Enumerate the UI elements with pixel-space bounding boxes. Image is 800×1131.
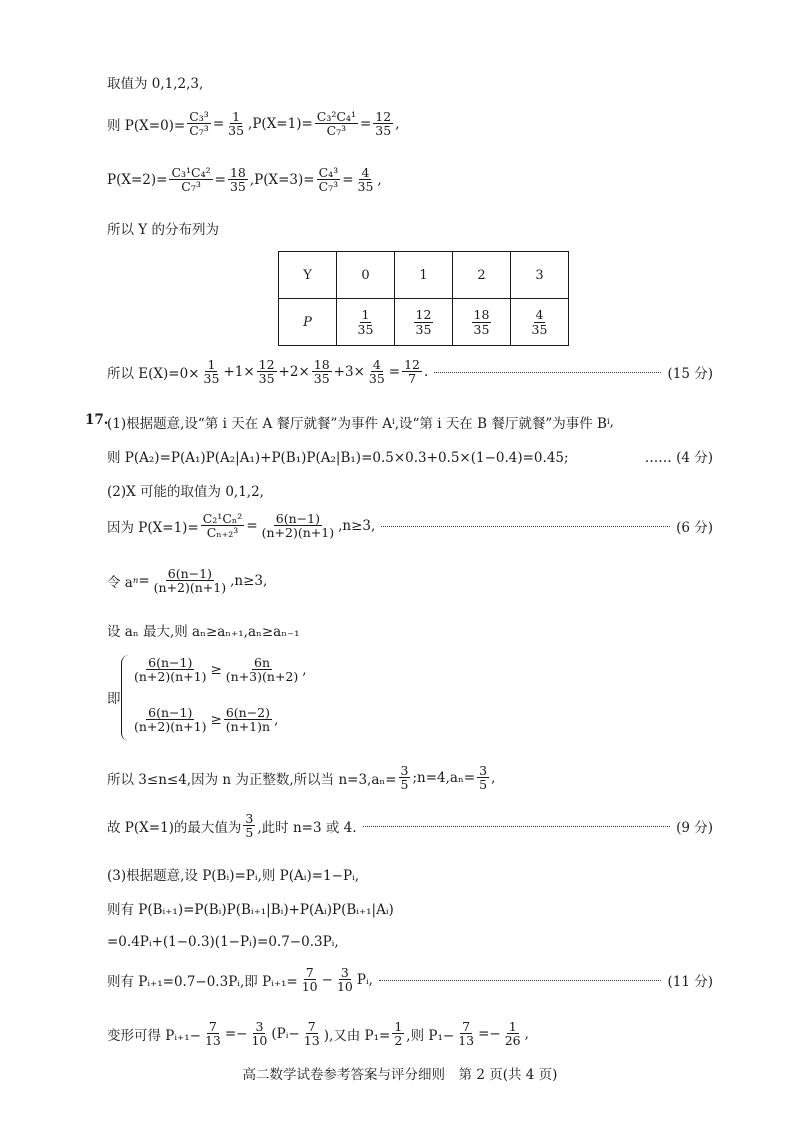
formula-line: 变形可得 Pᵢ₊₁− $\frac{7}{13}$ =− $\frac{3}{10}$ (Pᵢ− $\frac{7}{13}$ ),又由 P₁= $\frac{1}{2}$ ,则 P₁− $\frac{7}{13}$ =− $\frac{1}{26}$ , — [107, 1019, 529, 1049]
score-label: (6 分) — [676, 519, 713, 536]
brace-symbol — [121, 655, 130, 741]
formula-line: P(X=2)= $\frac{\text{C₃¹C₄²}}{\text{C₇³}}$ = $\frac{18}{35}$ ,P(X=3)= $\frac{\text{C₄³}}{\text{C₇³}}$ = $\frac{4}{35}$ , — [107, 165, 382, 195]
formula-line: $\frac{6(n-1)}{(n+2)(n+1)}$ ≥ $\frac{6n}{(n+3)(n+2)}$ , — [134, 655, 307, 685]
page-footer: 高二数学试卷参考答案与评分细则 第 2 页(共 4 页) — [242, 1067, 558, 1083]
distribution-table — [278, 251, 569, 346]
score-label: (9 分) — [676, 819, 713, 836]
formula-line: 故 P(X=1)的最大值为 $\frac{3}{5}$ ,此时 n=3 或 4. (9 分) — [107, 811, 713, 841]
question-number: 17. — [85, 412, 109, 428]
fraction: $\frac{\text{C₃²C₄¹}}{\text{C₇³}}$ — [316, 109, 356, 139]
table-cell: 2 — [453, 252, 511, 299]
score-label: (11 分) — [667, 973, 713, 990]
table-cell: Y — [279, 252, 337, 299]
formula-line: $\frac{6(n-1)}{(n+2)(n+1)}$ ≥ $\frac{6(n-2)}{(n+1)n}$ , — [134, 705, 279, 735]
table-row — [279, 252, 569, 299]
table-cell: 0 — [337, 252, 395, 299]
fraction: $\frac{\text{C₃³}}{\text{C₇³}}$ — [189, 109, 209, 139]
text-line: (1)根据题意,设“第 i 天在 A 餐厅就餐”为事件 A i ,设“第 i 天在 B 餐厅就餐”为事件 B i , — [107, 414, 614, 432]
fraction: $\frac{4}{35}$ — [357, 165, 374, 195]
table-row — [279, 299, 569, 346]
dot-leader — [363, 825, 671, 827]
table-cell: $\frac{18}{35}$ — [453, 299, 511, 346]
text-line: 设 aₙ 最大,则 aₙ≥aₙ₊₁,aₙ≥aₙ₋₁ — [107, 624, 300, 640]
formula-line: 因为 P(X=1)= $\frac{\text{C₂¹Cₙ²}}{\text{Cₙ₊₂³}}$ = $\frac{6(n-1)}{(n+2)(n+1)}$ ,n≥3, (6 分) — [107, 511, 713, 541]
formula-line: 所以 3≤n≤4,因为 n 为正整数,所以当 n=3,aₙ= $\frac{3}{5}$ ;n=4,aₙ= $\frac{3}{5}$ , — [107, 763, 496, 793]
table-cell: 1 — [395, 252, 453, 299]
table-cell: $\frac{4}{35}$ — [511, 299, 569, 346]
formula-line: 则有 Pᵢ₊₁=0.7−0.3Pᵢ,即 Pᵢ₊₁= $\frac{7}{10}$ − $\frac{3}{10}$ Pᵢ, (11 分) — [107, 965, 713, 995]
score-label: (15 分) — [667, 365, 713, 382]
fraction: $\frac{\text{C₃¹C₄²}}{\text{C₇³}}$ — [171, 165, 211, 195]
formula-line: 所以 E(X)=0× $\frac{1}{35}$ +1× $\frac{12}{35}$ +2× $\frac{18}{35}$ +3× $\frac{4}{35}$ = $\frac{12}{7}$ . (15 分) — [107, 357, 713, 387]
text-line: 即 — [107, 691, 121, 707]
table-cell: $\frac{12}{35}$ — [395, 299, 453, 346]
fraction: $\frac{18}{35}$ — [229, 165, 246, 195]
text-line: 则 P(A₂)=P(A₁)P(A₂|A₁)+P(B₁)P(A₂|B₁)=0.5×0.3+0.5×(1−0.4)=0.45; …… (4 分) — [107, 446, 713, 466]
text-line: 则有 P(Bᵢ₊₁)=P(Bᵢ)P(Bᵢ₊₁|Bᵢ)+P(Aᵢ)P(Bᵢ₊₁|Aᵢ) — [107, 902, 394, 918]
dot-leader — [379, 979, 662, 981]
text-line: 所以 Y 的分布列为 — [107, 222, 219, 238]
fraction: $\frac{\text{C₄³}}{\text{C₇³}}$ — [318, 165, 339, 195]
score-label: …… (4 分) — [644, 450, 713, 466]
text-line: (2)X 可能的取值为 0,1,2, — [107, 484, 264, 500]
table-cell: 3 — [511, 252, 569, 299]
formula-line: 令 a n = $\frac{6(n-1)}{(n+2)(n+1)}$ ,n≥3, — [107, 566, 268, 596]
dot-leader — [381, 525, 670, 527]
formula-line: 则 P(X=0)= $\frac{\text{C₃³}}{\text{C₇³}}$ = $\frac{1}{35}$ ,P(X=1)= $\frac{\text{C₃²C₄¹}}{\text{C₇³}}$ = $\frac{12}{35}$ , — [107, 109, 400, 139]
text-line: 取值为 0,1,2,3, — [107, 76, 204, 92]
text-line: =0.4Pᵢ+(1−0.3)(1−Pᵢ)=0.7−0.3Pᵢ, — [107, 934, 339, 950]
dot-leader — [434, 371, 661, 373]
table-cell: $\frac{1}{35}$ — [337, 299, 395, 346]
fraction: $\frac{1}{35}$ — [228, 109, 245, 139]
text-line: (3)根据题意,设 P(Bᵢ)=Pᵢ,则 P(Aᵢ)=1−Pᵢ, — [107, 868, 360, 884]
table-cell: P — [279, 299, 337, 346]
fraction: $\frac{12}{35}$ — [375, 109, 392, 139]
